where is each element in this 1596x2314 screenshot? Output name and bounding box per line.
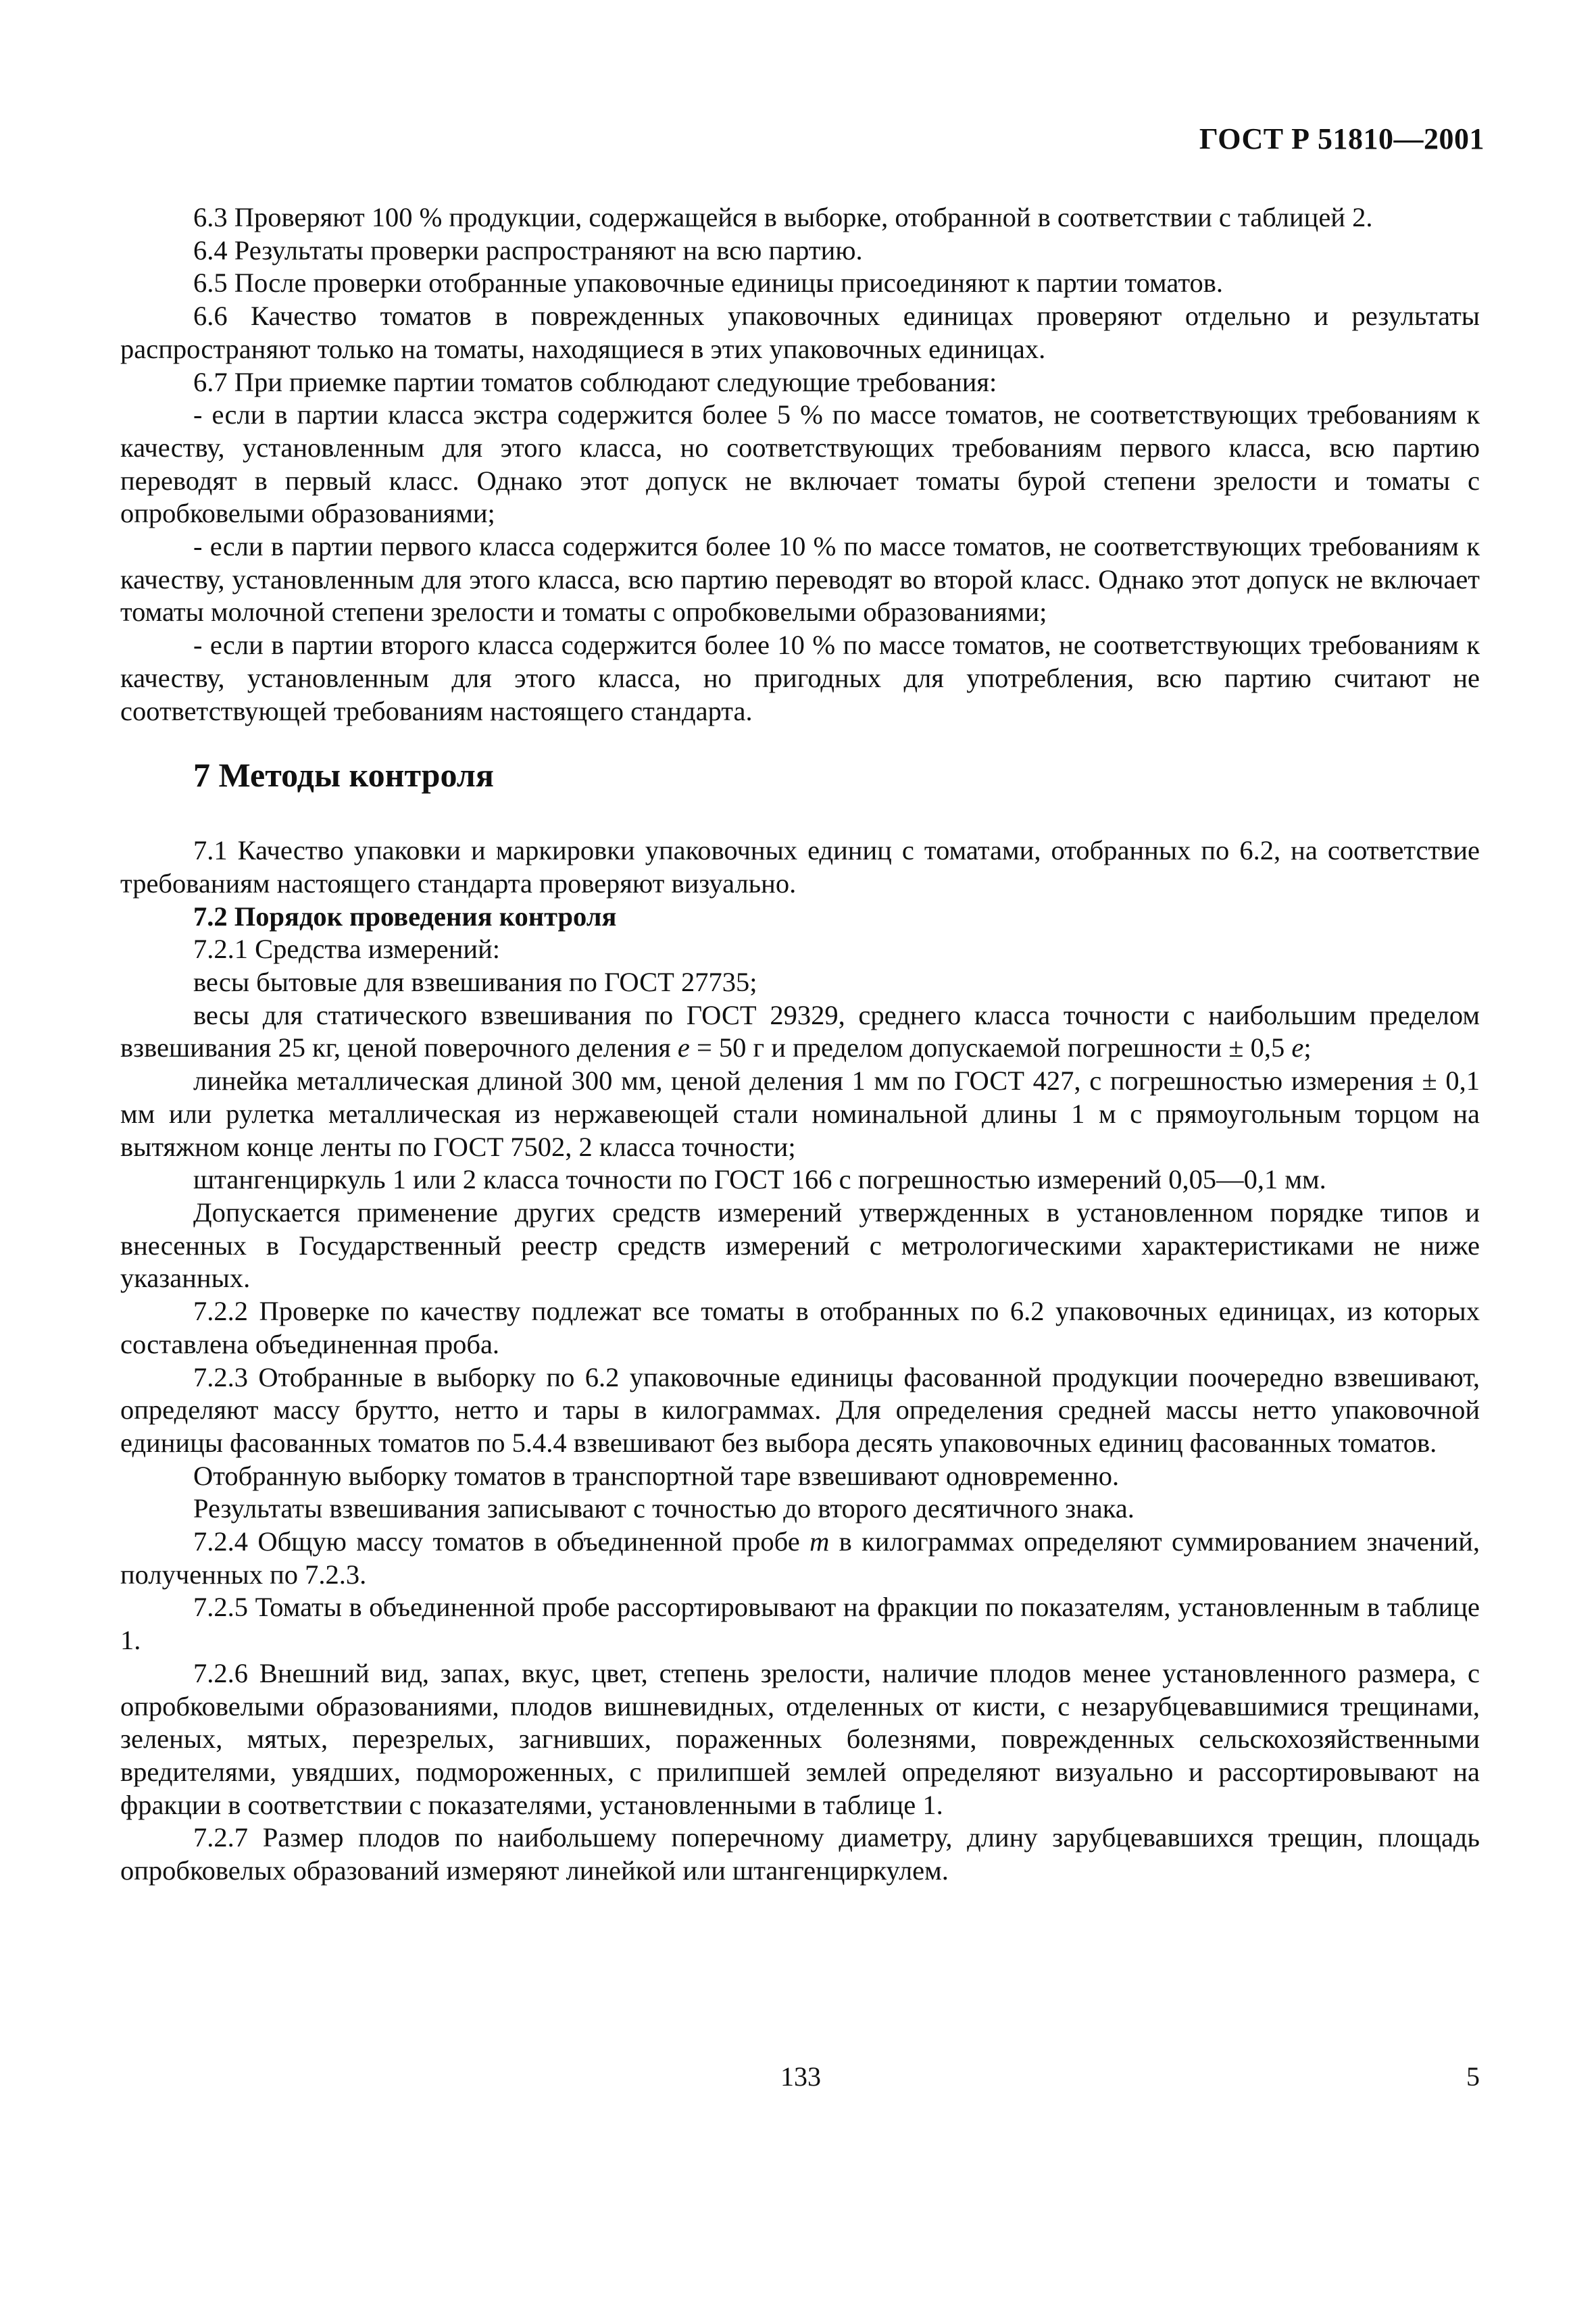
paragraph-6-7-extra-class: - если в партии класса экстра содержится более 5 % по массе томатов, не соответствующих требованиям к качеству, установленным для этого класса, но соответствующих требованиям первого класса, всю партию переводят в первый класс. Однако этот допуск не включает томаты бурой степени зрелости и томаты с опробковелыми образованиями; [120, 399, 1480, 529]
paragraph-7-2-6: 7.2.6 Внешний вид, запах, вкус, цвет, степень зрелости, наличие плодов менее установленного размера, с опробковелыми образованиями, плодов вишневидных, отделенных от кисти, с незарубцевавшимися трещинами, зеленых, мятых, перезрелых, загнивших, пораженных болезнями, поврежденных сельскохозяйственными вредителями, увядших, подмороженных, с прилипшей землей определяют визуально и рассортировывают на фракции в соответствии с показателями, установленными в таблице 1. [120, 1657, 1480, 1820]
paragraph-6-5: 6.5 После проверки отобранные упаковочные единицы присоединяют к партии томатов. [193, 268, 1223, 299]
scales-static-symbol-e: е [677, 1032, 690, 1063]
paragraph-scales-static [120, 999, 1480, 1065]
p-7-2-4-text-start: 7.2.4 Общую массу томатов в объединенной пробе [193, 1526, 810, 1557]
collection-page-number: 133 [780, 2061, 821, 2092]
paragraph-6-6: 6.6 Качество томатов в поврежденных упаковочных единицах проверяют отдельно и результаты распространяют только на томаты, находящиеся в этих упаковочных единицах. [120, 301, 1480, 364]
paragraph-7-2-1: 7.2.1 Средства измерений: [193, 934, 501, 965]
paragraph-scales-household: весы бытовые для взвешивания по ГОСТ 27735; [193, 967, 757, 998]
paragraph-7-2-3: 7.2.3 Отобранные в выборку по 6.2 упаковочные единицы фасованной продукции поочередно взвешивают, определяют массу брутто, нетто и тары в килограммах. Для определения средней массы нетто упаковочной единицы фасованных томатов по 5.4.4 взвешивают без выбора десять упаковочных единиц фасованных томатов. [120, 1361, 1480, 1458]
document-standard-number: ГОСТ Р 51810—2001 [1199, 122, 1485, 155]
paragraph-caliper: штангенциркуль 1 или 2 класса точности по ГОСТ 166 с погрешностью измерений 0,05—0,1 мм. [193, 1164, 1326, 1195]
paragraph-7-2-4 [120, 1526, 1480, 1591]
paragraph-7-2-5: 7.2.5 Томаты в объединенной пробе рассортировывают на фракции по показателям, установленным в таблице 1. [120, 1592, 1480, 1656]
scales-static-symbol-e2: е [1291, 1032, 1304, 1063]
paragraph-weighing-results: Результаты взвешивания записывают с точностью до второго десятичного знака. [193, 1493, 1134, 1524]
paragraph-transport-weighing: Отобранную выборку томатов в транспортной таре взвешивают одновременно. [193, 1460, 1120, 1491]
subsection-heading-7-2: 7.2 Порядок проведения контроля [193, 901, 617, 932]
paragraph-ruler: линейка металлическая длиной 300 мм, ценой деления 1 мм по ГОСТ 427, с погрешностью измерения ± 0,1 мм или рулетка металлическая из нержавеющей стали номинальной длины 1 м с прямоугольным торцом на вытяжном конце ленты по ГОСТ 7502, 2 класса точности; [120, 1065, 1480, 1162]
paragraph-7-2-2: 7.2.2 Проверке по качеству подлежат все томаты в отобранных по 6.2 упаковочных единицах, из которых составлена объединенная проба. [120, 1296, 1480, 1359]
paragraph-6-3: 6.3 Проверяют 100 % продукции, содержащейся в выборке, отобранной в соответствии с таблицей 2. [193, 202, 1373, 232]
scales-static-text-end: ; [1303, 1032, 1312, 1063]
p-7-2-4-symbol-m: m [809, 1526, 830, 1557]
scales-static-text-mid: = 50 г и пределом допускаемой погрешности ± 0,5 [689, 1032, 1292, 1063]
scales-static-text-start: весы для статического взвешивания по ГОСТ 29329, среднего класса точности с наибольшим пределом взвешивания 25 кг, ценой поверочного деления [120, 999, 1480, 1063]
section-heading-methods: 7 Методы контроля [193, 756, 494, 795]
paragraph-6-4: 6.4 Результаты проверки распространяют на всю партию. [193, 234, 863, 266]
paragraph-6-7: 6.7 При приемке партии томатов соблюдают следующие требования: [193, 366, 997, 397]
paragraph-6-7-first-class: - если в партии первого класса содержится более 10 % по массе томатов, не соответствующих требованиям к качеству, установленным для этого класса, всю партию переводят во второй класс. Однако этот допуск не включает томаты молочной степени зрелости и томаты с опробковелыми образованиями; [120, 531, 1480, 628]
paragraph-6-7-second-class: - если в партии второго класса содержится более 10 % по массе томатов, не соответствующих требованиям к качеству, установленным для этого класса, но пригодных для употребления, всю партию считают не соответствующей требованиям настоящего стандарта. [120, 630, 1480, 726]
paragraph-allowed-instruments: Допускается применение других средств измерений утвержденных в установленном порядке типов и внесенных в Государственный реестр средств измерений с метрологическими характеристиками не ниже указанных. [120, 1197, 1480, 1294]
paragraph-7-2-7: 7.2.7 Размер плодов по наибольшему поперечному диаметру, длину зарубцевавшихся трещин, площадь опробковелых образований измеряют линейкой или штангенциркулем. [120, 1822, 1480, 1886]
document-body [120, 201, 1480, 1888]
p-7-2-4-text-end: в килограммах определяют суммированием значений, полученных по 7.2.3. [120, 1526, 1480, 1590]
paragraph-7-1: 7.1 Качество упаковки и маркировки упаковочных единиц с томатами, отобранных по 6.2, на соответствие требованиям настоящего стандарта проверяют визуально. [120, 835, 1480, 899]
document-page-number: 5 [1466, 2061, 1480, 2092]
